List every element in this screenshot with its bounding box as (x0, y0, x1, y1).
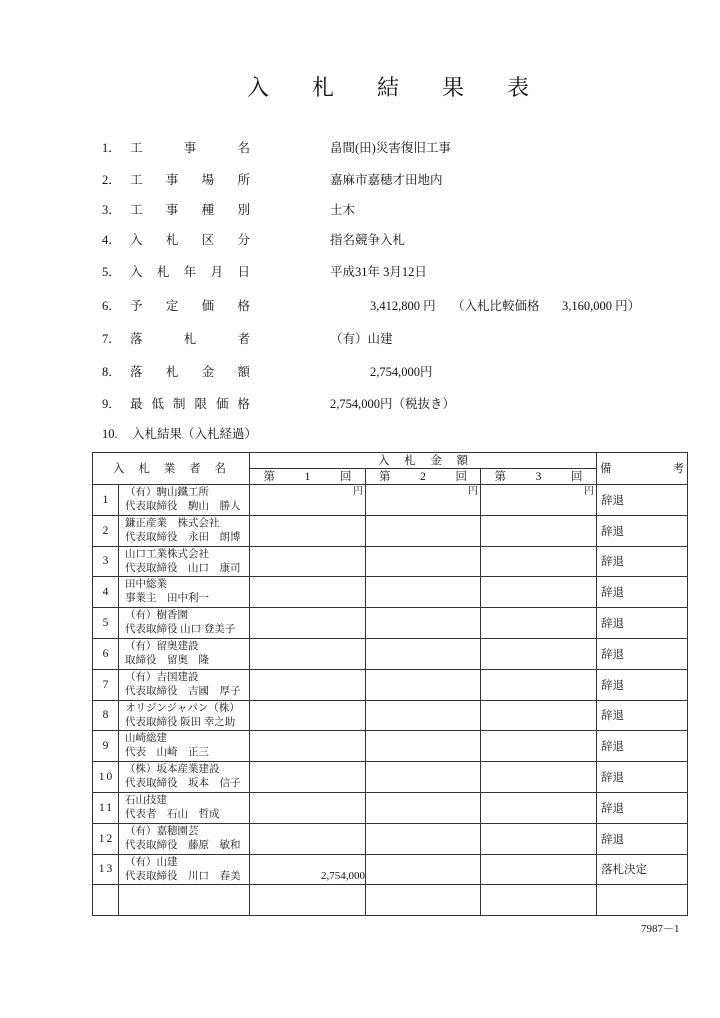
bidder-representative: 取締役 留奥 隆 (125, 654, 209, 666)
row-number: 4 (93, 577, 119, 608)
remarks-cell: 辞退 (597, 638, 688, 669)
item-label: 落 札 者 (130, 332, 250, 346)
bidder-representative: 代表取締役 山口 登美子 (125, 624, 236, 636)
bidder-company: オリジンジャパン（株） (125, 702, 240, 714)
bidder-cell (119, 854, 250, 885)
bidder-representative: 代表者 石山 哲成 (125, 808, 220, 820)
bid-amount-round-1-cell (250, 731, 366, 762)
header-round-3-cell (481, 469, 597, 485)
item-number: 3． (102, 203, 121, 217)
bidder-company: 山崎総建 (125, 733, 167, 745)
bid-amount-round-2-cell (366, 792, 481, 823)
bid-amount-round-1-cell (250, 577, 366, 608)
row-number: 2 (93, 515, 119, 546)
table-row (93, 700, 688, 731)
bidder-cell (119, 669, 250, 700)
remarks-cell: 辞退 (597, 823, 688, 854)
bid-amount-round-3-cell (481, 577, 597, 608)
bidder-company: 田中総業 (125, 579, 167, 591)
bid-results-table (92, 452, 687, 916)
item-value: （有）山建 (330, 332, 393, 346)
item-minimum-price (0, 396, 720, 413)
bidder-company: 石山技建 (125, 794, 167, 806)
table-row (93, 823, 688, 854)
header-round-2: 第 2 回 (379, 470, 467, 483)
empty-cell (597, 885, 688, 916)
bid-amount-round-2-cell (366, 485, 481, 516)
item-planned-price (0, 298, 720, 315)
row-number: 7 (93, 669, 119, 700)
bidder-company: 鎌正産業 株式会社 (125, 517, 220, 529)
bid-amount-round-1-cell (250, 638, 366, 669)
header-row (93, 453, 688, 469)
bidder-representative: 代表 山崎 正三 (125, 747, 209, 759)
bid-amount-round-1-cell (250, 546, 366, 577)
item-label: 入札結果（入札経過） (132, 427, 258, 441)
bid-amount-round-2-cell (366, 608, 481, 639)
row-number: 8 (93, 700, 119, 731)
header-round-2-cell (366, 469, 481, 485)
table-row (93, 485, 688, 516)
item-label: 入 札 年 月 日 (130, 265, 250, 279)
remarks-cell: 辞退 (597, 577, 688, 608)
bidder-company: （有）樹香園 (125, 610, 188, 622)
bidder-company: （有）嘉穂園芸 (125, 825, 199, 837)
bid-amount-round-1-cell (250, 485, 366, 516)
item-value: 嘉麻市嘉穂才田地内 (330, 173, 443, 187)
bidder-company: （有）吉国建設 (125, 671, 199, 683)
bidder-cell (119, 577, 250, 608)
planned-price-value: 3,412,800 円 (370, 299, 436, 313)
header-amount-cell (250, 453, 597, 469)
remarks-cell: 辞退 (597, 669, 688, 700)
bid-amount-round-1-cell (250, 608, 366, 639)
bidder-company: （有）留奥建設 (125, 640, 199, 652)
item-value: 2,754,000円 (370, 365, 433, 379)
bidder-representative: 代表取締役 山口 康司 (125, 562, 241, 574)
bid-amount-round-3-cell (481, 731, 597, 762)
item-number: 7． (102, 332, 121, 346)
remarks-cell: 辞退 (597, 762, 688, 793)
item-bid-date (0, 264, 720, 281)
item-value: 平成31年 3月12日 (330, 265, 427, 279)
yen-unit: 円 (584, 486, 595, 497)
item-number: 1． (102, 141, 121, 155)
bid-amount-round-3-cell (481, 823, 597, 854)
item-label: 工 事 場 所 (130, 173, 250, 187)
empty-cell (93, 885, 119, 916)
bid-amount-round-3-cell (481, 638, 597, 669)
bidder-representative: 代表取締役 永田 朗博 (125, 531, 241, 543)
remarks-cell: 辞退 (597, 608, 688, 639)
bid-amount-round-1-cell (250, 762, 366, 793)
row-number: 5 (93, 608, 119, 639)
remarks-cell: 辞退 (597, 792, 688, 823)
item-bid-results (0, 426, 720, 443)
page-code: 7987－1 (641, 923, 680, 935)
bidder-cell (119, 823, 250, 854)
row-number: 9 (93, 731, 119, 762)
item-number: 2． (102, 173, 121, 187)
remarks-cell: 辞退 (597, 546, 688, 577)
bid-amount-round-2-cell (366, 731, 481, 762)
item-number: 8． (102, 365, 121, 379)
bidder-cell (119, 608, 250, 639)
remarks-cell: 辞退 (597, 485, 688, 516)
bidder-cell (119, 762, 250, 793)
item-value: 2,754,000円（税抜き） (330, 397, 456, 411)
bid-amount-round-2-cell (366, 854, 481, 885)
bidder-representative: 代表取締役 阪田 幸之助 (125, 716, 236, 728)
page-title: 入 札 結 果 表 (247, 75, 529, 100)
bid-amount-round-1-cell (250, 515, 366, 546)
bid-amount-round-3-cell (481, 854, 597, 885)
bid-amount-round-2-cell (366, 762, 481, 793)
table-row (93, 577, 688, 608)
item-construction-name (0, 140, 720, 157)
item-value: 畠間(田)災害復旧工事 (330, 141, 451, 155)
item-label: 最 低 制 限 価 格 (130, 397, 250, 411)
bid-amount-round-2-cell (366, 515, 481, 546)
item-bid-category (0, 232, 720, 249)
bidder-representative: 代表取締役 吉國 厚子 (125, 685, 241, 697)
bid-table (92, 452, 688, 916)
table-row (93, 515, 688, 546)
header-remarks: 備 考 (600, 462, 685, 475)
item-construction-site (0, 172, 720, 189)
bid-amount-round-2-cell (366, 669, 481, 700)
bid-amount-round-2-cell (366, 546, 481, 577)
bidder-company: （株）坂本産業建設 (125, 764, 220, 776)
table-header (93, 453, 688, 485)
bidder-cell (119, 792, 250, 823)
comparison-price-label: （入札比較価格 (452, 299, 540, 313)
bidder-cell (119, 485, 250, 516)
bid-amount-round-1-cell (250, 792, 366, 823)
table-row (93, 669, 688, 700)
bid-amount-round-2-cell (366, 638, 481, 669)
bidder-cell (119, 546, 250, 577)
table-row (93, 608, 688, 639)
empty-cell (366, 885, 481, 916)
item-winning-bidder (0, 331, 720, 348)
bidder-cell (119, 700, 250, 731)
table-row (93, 762, 688, 793)
item-construction-type (0, 202, 720, 219)
item-label: 入 札 区 分 (130, 233, 250, 247)
header-amount: 入 札 金 額 (378, 454, 468, 467)
item-label: 工 事 種 別 (130, 203, 250, 217)
header-round-3: 第 3 回 (494, 470, 583, 483)
empty-cell (119, 885, 250, 916)
bid-amount-round-1-cell (250, 823, 366, 854)
table-row (93, 854, 688, 885)
bid-amount-round-3-cell (481, 792, 597, 823)
remarks-cell: 辞退 (597, 731, 688, 762)
row-number: 10 (93, 762, 119, 793)
bid-amount-round-3-cell (481, 669, 597, 700)
bidder-representative: 代表取締役 坂本 信子 (125, 778, 241, 790)
bidder-representative: 代表取締役 藤原 敏和 (125, 839, 241, 851)
empty-cell (250, 885, 366, 916)
header-bidder-cell (93, 453, 250, 485)
bidder-cell (119, 638, 250, 669)
remarks-cell: 辞退 (597, 700, 688, 731)
bidder-representative: 代表取締役 駒山 勝人 (125, 501, 241, 512)
bid-amount-round-3-cell (481, 700, 597, 731)
row-number: 1 (93, 485, 119, 516)
bid-amount-round-2-cell (366, 823, 481, 854)
table-row (93, 731, 688, 762)
item-value: 土木 (330, 203, 356, 217)
bidder-cell (119, 731, 250, 762)
yen-unit: 円 (468, 486, 478, 497)
header-remarks-cell (597, 453, 688, 485)
bid-amount-round-3-cell (481, 608, 597, 639)
bid-amount-round-2-cell (366, 700, 481, 731)
row-number: 3 (93, 546, 119, 577)
remarks-cell: 辞退 (597, 515, 688, 546)
row-number: 6 (93, 638, 119, 669)
item-label: 予 定 価 格 (130, 299, 250, 313)
row-number: 13 (93, 854, 119, 885)
bidder-representative: 事業主 田中利一 (125, 593, 209, 605)
bid-amount-round-3-cell (481, 515, 597, 546)
bid-amount-round-1-cell (250, 669, 366, 700)
bid-amount-round-1-cell (250, 854, 366, 885)
item-winning-amount (0, 364, 720, 381)
bid-amount-round-1-cell (250, 700, 366, 731)
bid-amount-round-3-cell (481, 762, 597, 793)
item-number: 5． (102, 265, 121, 279)
empty-cell (481, 885, 597, 916)
yen-unit: 円 (353, 486, 363, 497)
bid-amount: 2,754,000 (321, 870, 365, 883)
item-number: 9． (102, 397, 121, 411)
bid-amount-round-3-cell (481, 546, 597, 577)
item-number: 10. (102, 427, 118, 441)
table-body (93, 485, 688, 916)
item-label: 工 事 名 (130, 141, 250, 155)
bidder-representative: 代表取締役 川口 春美 (125, 870, 241, 882)
header-round-1-cell (250, 469, 366, 485)
row-number: 11 (93, 792, 119, 823)
bid-amount-round-3-cell (481, 485, 597, 516)
item-label: 落 札 金 額 (130, 365, 250, 379)
header-bidder: 入 札 業 者 名 (113, 462, 226, 475)
table-row (93, 638, 688, 669)
remarks-cell: 落札決定 (597, 854, 688, 885)
item-value: 指名競争入札 (330, 233, 406, 247)
item-number: 4． (102, 233, 121, 247)
bidder-company: （有）駒山鐵工所 (125, 487, 209, 498)
table-row-empty (93, 885, 688, 916)
table-row (93, 546, 688, 577)
comparison-price-value: 3,160,000 円） (562, 299, 641, 313)
header-round-1: 第 1 回 (263, 470, 352, 483)
bidder-company: 山口工業株式会社 (125, 548, 209, 560)
table-row (93, 792, 688, 823)
bidder-cell (119, 515, 250, 546)
bidder-company: （有）山建 (125, 856, 178, 868)
bid-amount-round-2-cell (366, 577, 481, 608)
row-number: 12 (93, 823, 119, 854)
item-number: 6． (102, 299, 121, 313)
